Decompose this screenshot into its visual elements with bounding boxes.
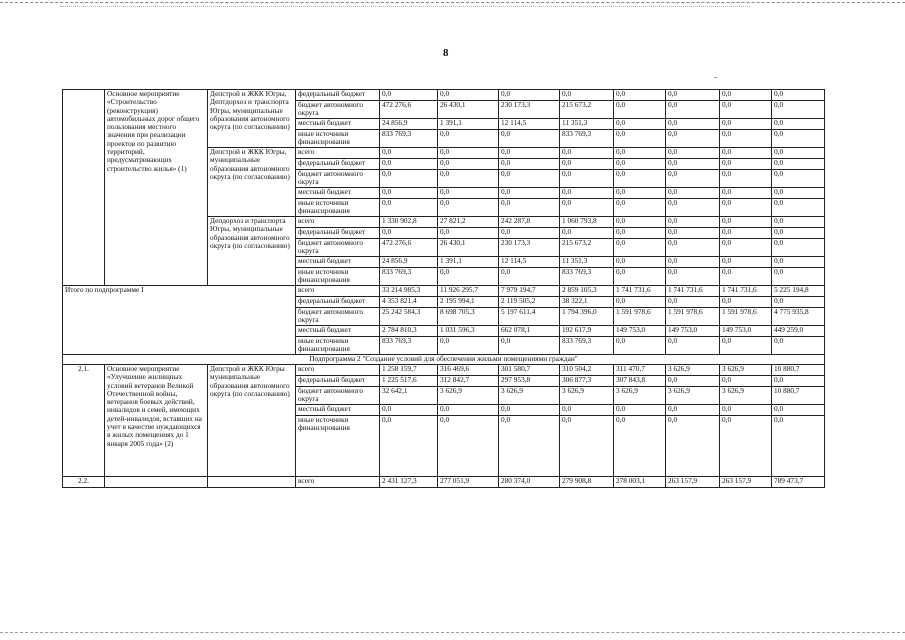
funding-source-cell: иные источники финансирования	[296, 130, 380, 148]
value-cell: 5 197 611,4	[499, 308, 560, 326]
value-cell: 0,0	[614, 199, 666, 217]
value-cell: 0,0	[720, 90, 772, 101]
value-cell: 0,0	[666, 119, 720, 130]
value-cell: 0,0	[720, 170, 772, 188]
value-cell: 472 276,6	[380, 101, 438, 119]
value-cell: 1 391,1	[438, 257, 499, 268]
funding-source-cell: иные источники финансирования	[296, 268, 380, 286]
value-cell: 215 673,2	[560, 239, 614, 257]
value-cell: 2 431 127,3	[380, 477, 438, 488]
value-cell: 38 322,1	[560, 297, 614, 308]
value-cell: 0,0	[720, 297, 772, 308]
value-cell: 0,0	[438, 159, 499, 170]
funding-source-cell: федеральный бюджет	[296, 297, 380, 308]
value-cell: 279 908,8	[560, 477, 614, 488]
value-cell: 11 351,3	[560, 257, 614, 268]
value-cell: 0,0	[614, 101, 666, 119]
funding-source-cell: местный бюджет	[296, 257, 380, 268]
value-cell: 0,0	[666, 268, 720, 286]
value-cell: 833 769,3	[560, 268, 614, 286]
value-cell: 2 119 505,2	[499, 297, 560, 308]
value-cell: 26 430,1	[438, 101, 499, 119]
value-cell: 0,0	[666, 130, 720, 148]
value-cell: 833 769,3	[380, 337, 438, 355]
value-cell: 1 741 731,6	[666, 286, 720, 297]
value-cell: 3 626,9	[614, 387, 666, 405]
value-cell: 3 626,9	[720, 365, 772, 376]
value-cell: 10 880,7	[772, 365, 825, 376]
value-cell: 230 173,3	[499, 101, 560, 119]
funding-source-cell: всего	[296, 286, 380, 297]
value-cell: 0,0	[499, 170, 560, 188]
value-cell: 0,0	[614, 416, 666, 477]
value-cell: 0,0	[380, 170, 438, 188]
funding-source-cell: иные источники финансирования	[296, 199, 380, 217]
value-cell: 12 114,5	[499, 257, 560, 268]
scan-top-edge-2	[60, 6, 750, 7]
funding-source-cell: местный бюджет	[296, 405, 380, 416]
value-cell: 0,0	[666, 170, 720, 188]
table-row	[63, 90, 825, 101]
value-cell: 0,0	[614, 188, 666, 199]
value-cell: 0,0	[772, 188, 825, 199]
value-cell: 0,0	[666, 337, 720, 355]
value-cell: 1 591 978,6	[720, 308, 772, 326]
value-cell: 25 242 584,3	[380, 308, 438, 326]
value-cell: 0,0	[614, 228, 666, 239]
value-cell: 0,0	[720, 188, 772, 199]
value-cell: 301 580,7	[499, 365, 560, 376]
executor-cell: Депдорхоз и транспорта Югры, муниципальные образования автономного округа (по согласованию)	[208, 217, 296, 286]
value-cell: 2 784 810,3	[380, 326, 438, 337]
value-cell: 2 859 105,3	[560, 286, 614, 297]
row-number-cell: 2.1.	[63, 365, 105, 477]
value-cell: 0,0	[772, 376, 825, 387]
value-cell: 0,0	[666, 416, 720, 477]
value-cell: 0,0	[772, 199, 825, 217]
value-cell: 0,0	[438, 130, 499, 148]
value-cell: 149 753,0	[720, 326, 772, 337]
value-cell: 0,0	[666, 90, 720, 101]
value-cell: 0,0	[614, 159, 666, 170]
value-cell: 8 698 705,3	[438, 308, 499, 326]
value-cell: 0,0	[614, 148, 666, 159]
value-cell: 12 114,5	[499, 119, 560, 130]
value-cell: 0,0	[720, 228, 772, 239]
value-cell: 1 591 978,6	[666, 308, 720, 326]
value-cell: 0,0	[438, 337, 499, 355]
value-cell: 0,0	[614, 119, 666, 130]
table-row	[63, 477, 825, 488]
value-cell: 0,0	[560, 148, 614, 159]
value-cell: 1 591 978,6	[614, 308, 666, 326]
value-cell: 0,0	[720, 376, 772, 387]
value-cell: 0,0	[438, 199, 499, 217]
value-cell: 0,0	[720, 101, 772, 119]
value-cell: 0,0	[614, 268, 666, 286]
value-cell: 0,0	[499, 130, 560, 148]
value-cell: 0,0	[380, 90, 438, 101]
value-cell: 0,0	[772, 297, 825, 308]
value-cell: 0,0	[380, 405, 438, 416]
value-cell: 1 391,1	[438, 119, 499, 130]
value-cell: 0,0	[772, 90, 825, 101]
value-cell: 1 741 731,6	[614, 286, 666, 297]
value-cell: 0,0	[438, 148, 499, 159]
value-cell: 1 060 793,8	[560, 217, 614, 228]
value-cell: 0,0	[720, 119, 772, 130]
value-cell: 24 856,9	[380, 257, 438, 268]
value-cell: 3 626,9	[499, 387, 560, 405]
value-cell: 0,0	[666, 159, 720, 170]
value-cell: 662 078,1	[499, 326, 560, 337]
value-cell: 0,0	[720, 217, 772, 228]
value-cell: 4 775 935,8	[772, 308, 825, 326]
value-cell: 0,0	[666, 228, 720, 239]
value-cell: 263 157,9	[666, 477, 720, 488]
financing-table	[62, 89, 825, 488]
value-cell: 192 617,9	[560, 326, 614, 337]
value-cell: 0,0	[772, 101, 825, 119]
executor-cell: Депстрой и ЖКК Югры, муниципальные образования автономного округа (по согласованию)	[208, 148, 296, 217]
value-cell: 215 673,2	[560, 101, 614, 119]
value-cell: 0,0	[560, 228, 614, 239]
value-cell: 0,0	[772, 130, 825, 148]
value-cell: 4 353 821,4	[380, 297, 438, 308]
value-cell: 0,0	[380, 416, 438, 477]
value-cell: 0,0	[772, 268, 825, 286]
value-cell: 0,0	[666, 239, 720, 257]
value-cell: 0,0	[720, 337, 772, 355]
page-number: 8	[443, 47, 449, 59]
row-number-cell	[63, 90, 105, 286]
value-cell: 0,0	[614, 130, 666, 148]
value-cell: 0,0	[499, 188, 560, 199]
funding-source-cell: местный бюджет	[296, 326, 380, 337]
value-cell: 0,0	[380, 148, 438, 159]
funding-source-cell: федеральный бюджет	[296, 159, 380, 170]
value-cell: 0,0	[380, 188, 438, 199]
funding-source-cell: иные источники финансирования	[296, 337, 380, 355]
value-cell: 0,0	[499, 228, 560, 239]
value-cell: 0,0	[499, 416, 560, 477]
value-cell: 0,0	[772, 228, 825, 239]
event-name-cell	[105, 477, 208, 488]
funding-source-cell: федеральный бюджет	[296, 376, 380, 387]
value-cell: 3 626,9	[666, 387, 720, 405]
value-cell: 277 051,9	[438, 477, 499, 488]
table-row	[63, 365, 825, 376]
funding-source-cell: всего	[296, 477, 380, 488]
value-cell: 0,0	[560, 416, 614, 477]
value-cell: 11 926 295,7	[438, 286, 499, 297]
value-cell: 0,0	[772, 257, 825, 268]
funding-source-cell: бюджет автономного округа	[296, 101, 380, 119]
value-cell: 833 769,3	[380, 268, 438, 286]
funding-source-cell: всего	[296, 365, 380, 376]
value-cell: 306 877,3	[560, 376, 614, 387]
value-cell: 833 769,3	[560, 337, 614, 355]
value-cell: 0,0	[380, 199, 438, 217]
value-cell: 0,0	[666, 376, 720, 387]
value-cell: 0,0	[720, 268, 772, 286]
value-cell: 0,0	[560, 199, 614, 217]
value-cell: 2 195 994,1	[438, 297, 499, 308]
value-cell: 0,0	[772, 119, 825, 130]
value-cell: 263 157,9	[720, 477, 772, 488]
value-cell: 1 258 159,7	[380, 365, 438, 376]
value-cell: 0,0	[720, 239, 772, 257]
value-cell: 3 626,9	[560, 387, 614, 405]
value-cell: 0,0	[499, 199, 560, 217]
value-cell: 0,0	[666, 199, 720, 217]
value-cell: 449 259,0	[772, 326, 825, 337]
value-cell: 3 626,9	[438, 387, 499, 405]
value-cell: 24 856,9	[380, 119, 438, 130]
value-cell: 3 626,9	[666, 365, 720, 376]
executor-cell: Депстрой и ЖКК Югры, Дептдорхоз и транспорта Югры, муниципальные образования автономного округа (по согласованию)	[208, 90, 296, 148]
funding-source-cell: федеральный бюджет	[296, 228, 380, 239]
value-cell: 307 843,8	[614, 376, 666, 387]
value-cell: 0,0	[720, 148, 772, 159]
value-cell: 32 642,1	[380, 387, 438, 405]
value-cell: 11 351,3	[560, 119, 614, 130]
value-cell: 0,0	[614, 217, 666, 228]
value-cell: 0,0	[666, 217, 720, 228]
funding-source-cell: всего	[296, 217, 380, 228]
value-cell: 297 953,8	[499, 376, 560, 387]
value-cell: 0,0	[614, 297, 666, 308]
table-row	[63, 286, 825, 297]
funding-source-cell: бюджет автономного округа	[296, 170, 380, 188]
value-cell: 0,0	[772, 170, 825, 188]
funding-source-cell: бюджет автономного округа	[296, 239, 380, 257]
value-cell: 0,0	[720, 257, 772, 268]
value-cell: 0,0	[772, 217, 825, 228]
value-cell: 230 173,3	[499, 239, 560, 257]
event-name-cell: Основное мероприятие «Улучшение жилищных условий ветеранов Великой Отечественной войны, ветеранов боевых действий, инвалидов и семей, имеющих детей-инвалидов, вставших на учет в качестве нуждающихся в жилых помещениях до 1 января 2005 года» (2)	[105, 365, 208, 477]
value-cell: 0,0	[560, 159, 614, 170]
executor-cell	[208, 477, 296, 488]
value-cell: 0,0	[560, 90, 614, 101]
value-cell: 310 504,2	[560, 365, 614, 376]
value-cell: 0,0	[499, 337, 560, 355]
value-cell: 0,0	[560, 188, 614, 199]
value-cell: 0,0	[666, 297, 720, 308]
value-cell: 0,0	[720, 416, 772, 477]
value-cell: 1 741 731,6	[720, 286, 772, 297]
scan-bottom-edge	[0, 632, 905, 633]
value-cell: 311 470,7	[614, 365, 666, 376]
funding-source-cell: всего	[296, 148, 380, 159]
value-cell: 0,0	[720, 405, 772, 416]
value-cell: 0,0	[380, 228, 438, 239]
funding-source-cell: местный бюджет	[296, 119, 380, 130]
value-cell: 0,0	[438, 188, 499, 199]
value-cell: 26 430,1	[438, 239, 499, 257]
value-cell: 0,0	[614, 239, 666, 257]
value-cell: 0,0	[499, 159, 560, 170]
value-cell: 0,0	[614, 337, 666, 355]
value-cell: 280 374,0	[499, 477, 560, 488]
value-cell: 789 473,7	[772, 477, 825, 488]
value-cell: 0,0	[772, 148, 825, 159]
value-cell: 0,0	[720, 130, 772, 148]
value-cell: 0,0	[666, 257, 720, 268]
value-cell: 0,0	[499, 90, 560, 101]
value-cell: 0,0	[666, 101, 720, 119]
row-number-cell: 2.2.	[63, 477, 105, 488]
value-cell: 833 769,3	[560, 130, 614, 148]
funding-source-cell: бюджет автономного округа	[296, 308, 380, 326]
value-cell: 0,0	[380, 159, 438, 170]
value-cell: 0,0	[772, 337, 825, 355]
value-cell: 149 753,0	[614, 326, 666, 337]
value-cell: 0,0	[666, 188, 720, 199]
value-cell: 0,0	[560, 405, 614, 416]
value-cell: 0,0	[499, 148, 560, 159]
subtotal-label-cell: Итого по подпрограмме I	[63, 286, 296, 355]
funding-source-cell: иные источники финансирования	[296, 416, 380, 477]
value-cell: 27 821,2	[438, 217, 499, 228]
value-cell: 0,0	[438, 90, 499, 101]
value-cell: 0,0	[438, 416, 499, 477]
value-cell: 0,0	[560, 170, 614, 188]
value-cell: 312 842,7	[438, 376, 499, 387]
funding-source-cell: бюджет автономного округа	[296, 387, 380, 405]
value-cell: 1 225 517,6	[380, 376, 438, 387]
value-cell: 0,0	[438, 170, 499, 188]
value-cell: 0,0	[614, 90, 666, 101]
value-cell: 7 979 194,7	[499, 286, 560, 297]
value-cell: 0,0	[772, 416, 825, 477]
value-cell: 10 880,7	[772, 387, 825, 405]
value-cell: 0,0	[720, 199, 772, 217]
value-cell: 0,0	[499, 268, 560, 286]
value-cell: 1 330 902,8	[380, 217, 438, 228]
value-cell: 0,0	[438, 405, 499, 416]
value-cell: 0,0	[614, 405, 666, 416]
value-cell: 1 794 396,0	[560, 308, 614, 326]
value-cell: 33 214 985,3	[380, 286, 438, 297]
value-cell: 1 031 596,3	[438, 326, 499, 337]
value-cell: 0,0	[720, 159, 772, 170]
value-cell: 472 276,6	[380, 239, 438, 257]
value-cell: 0,0	[772, 405, 825, 416]
subprogram-header-row	[63, 355, 825, 365]
value-cell: 5 225 194,8	[772, 286, 825, 297]
value-cell: 0,0	[772, 159, 825, 170]
value-cell: 0,0	[666, 405, 720, 416]
funding-source-cell: местный бюджет	[296, 188, 380, 199]
value-cell: 0,0	[499, 405, 560, 416]
value-cell: 3 626,9	[720, 387, 772, 405]
value-cell: 0,0	[614, 257, 666, 268]
value-cell: 0,0	[438, 268, 499, 286]
value-cell: 278 003,1	[614, 477, 666, 488]
value-cell: 242 287,8	[499, 217, 560, 228]
value-cell: 0,0	[666, 148, 720, 159]
funding-source-cell: федеральный бюджет	[296, 90, 380, 101]
scan-speck	[714, 77, 717, 78]
subprogram-title: Подпрограмма 2 "Создание условий для обеспечения жильми помещениями граждан"	[63, 355, 825, 365]
value-cell: 0,0	[772, 239, 825, 257]
value-cell: 0,0	[614, 170, 666, 188]
value-cell: 833 769,3	[380, 130, 438, 148]
value-cell: 316 469,6	[438, 365, 499, 376]
value-cell: 0,0	[438, 228, 499, 239]
event-name-cell: Основное мероприятие «Строительство (реконструкция) автомобильных дорог общего пользования местного значения при реализации проектов по развитию территорий, предусматривающих строительство жилья» (1)	[105, 90, 208, 286]
executor-cell: Депстрой и ЖКК Югры муниципальные образования автономного округа (по согласованию)	[208, 365, 296, 477]
value-cell: 149 753,0	[666, 326, 720, 337]
